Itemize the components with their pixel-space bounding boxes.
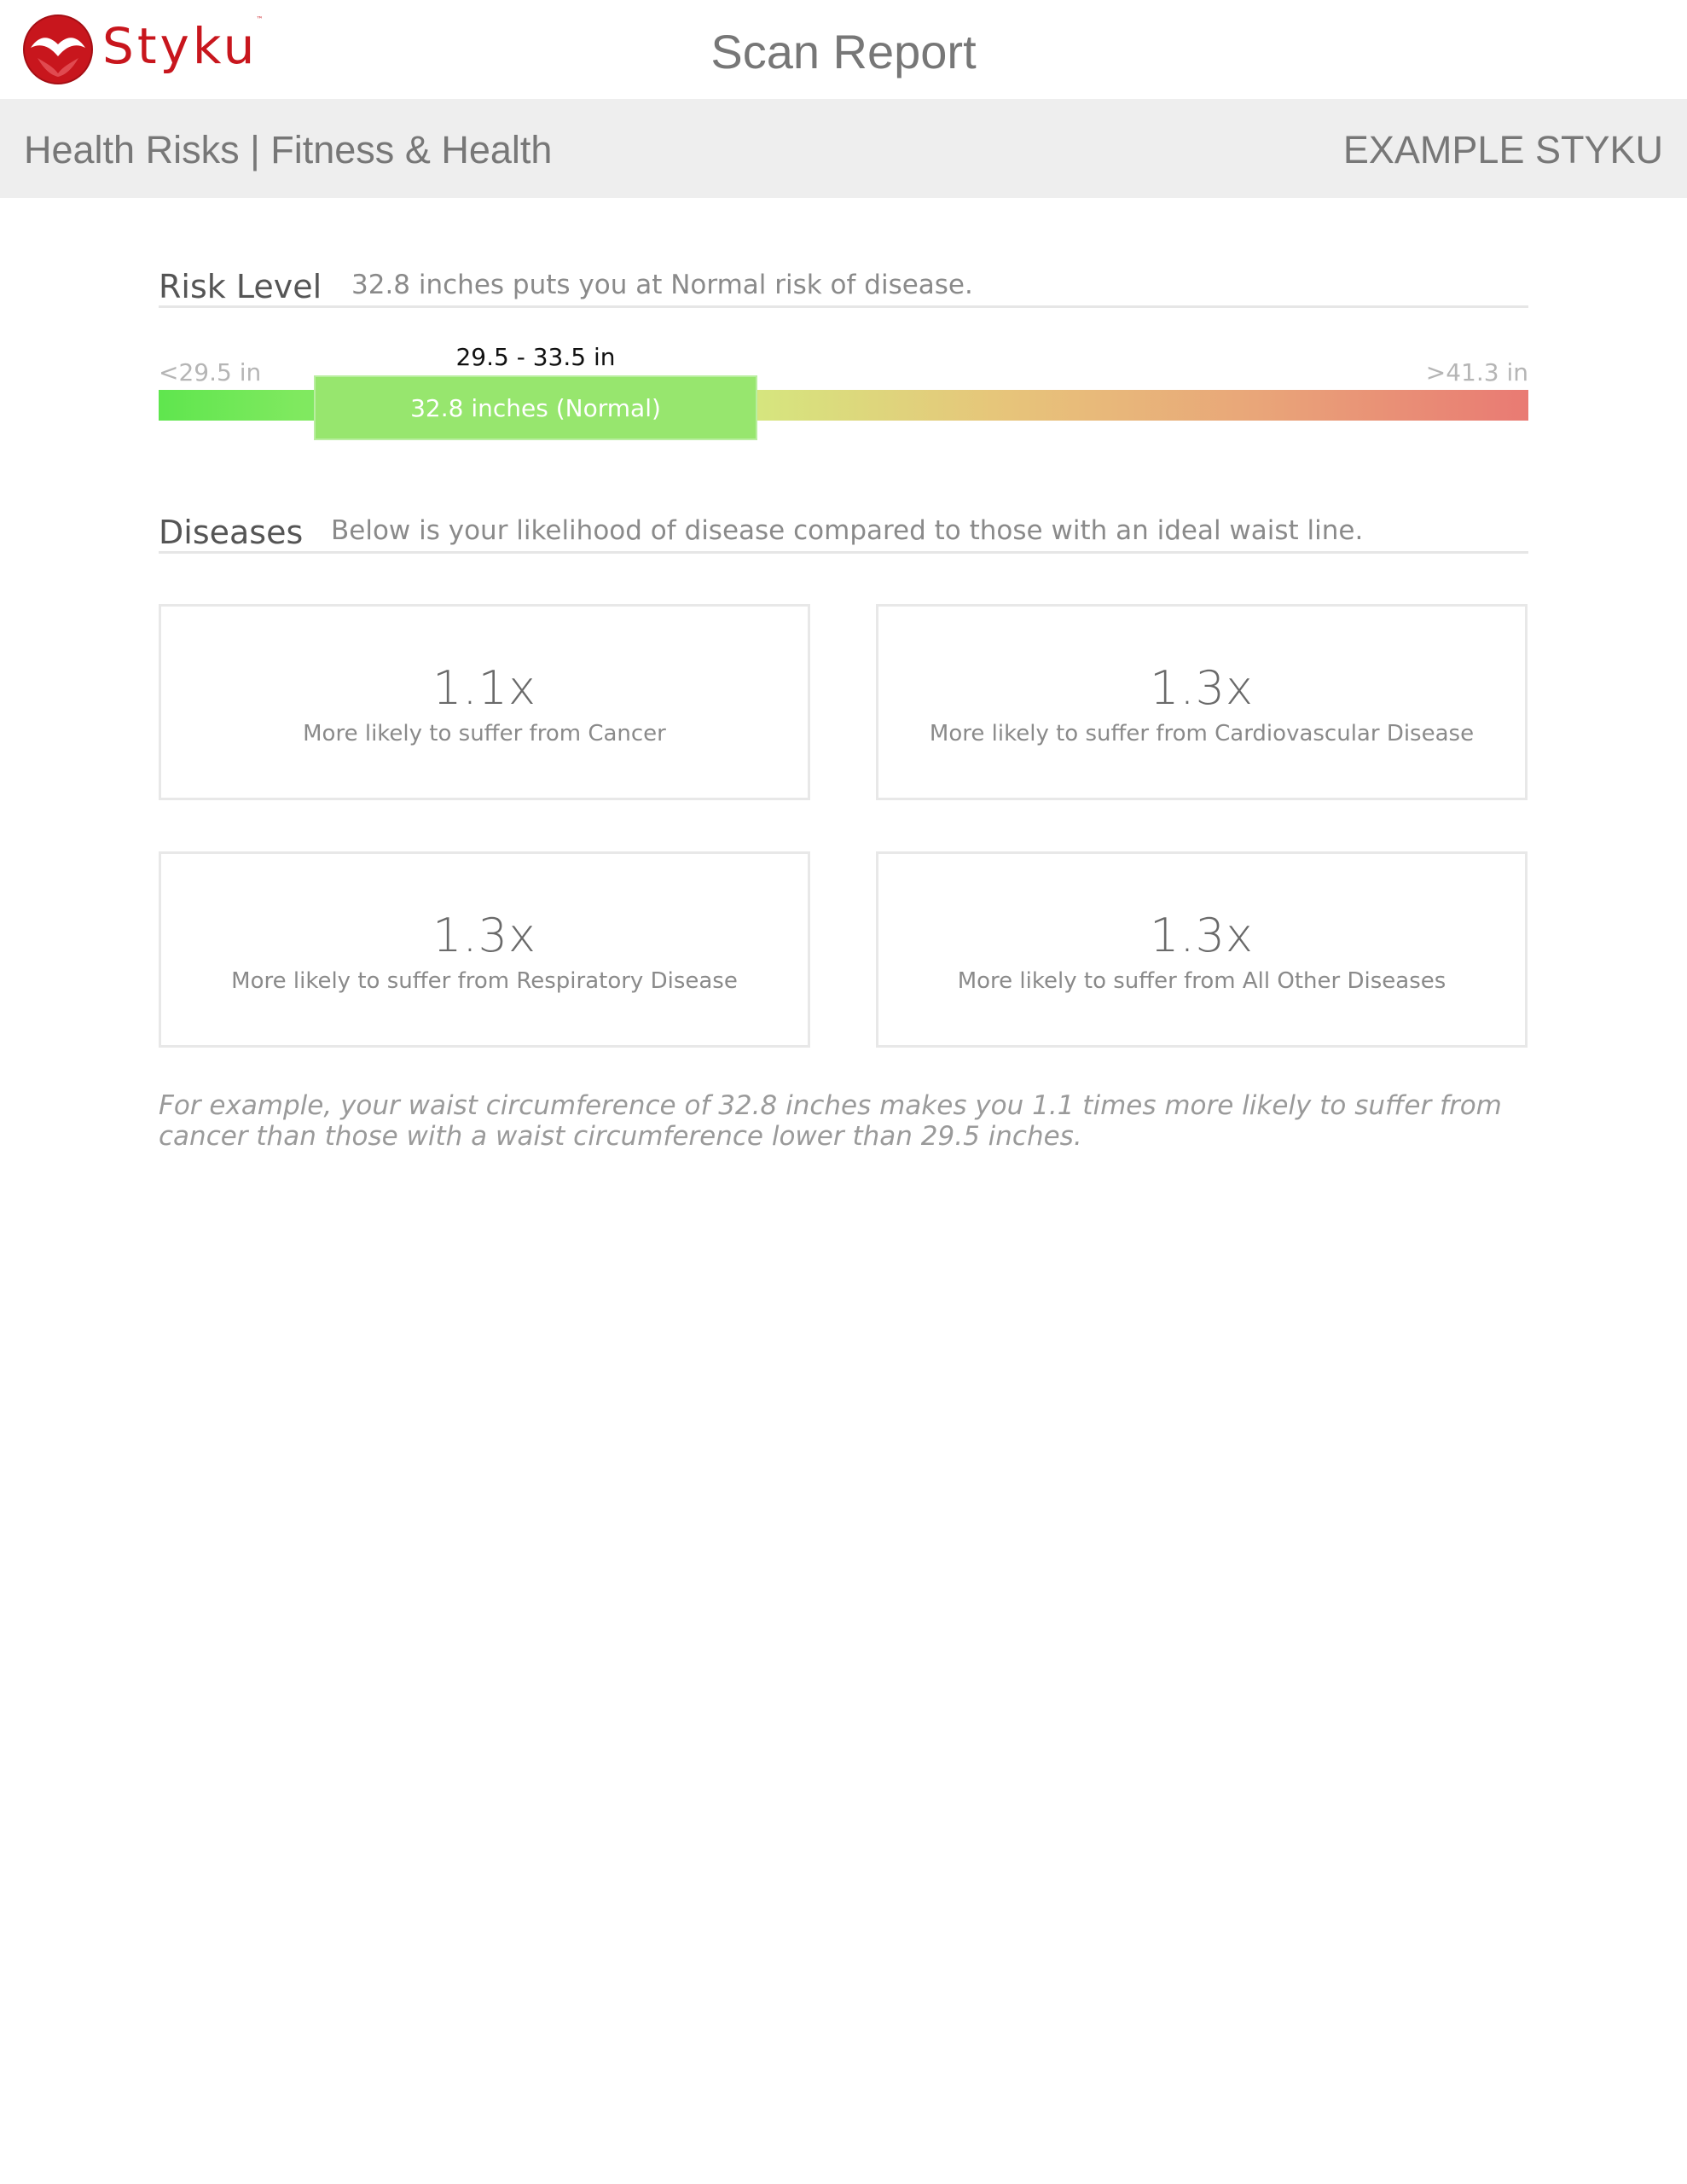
disease-card-cancer bbox=[159, 604, 810, 800]
user-name: EXAMPLE STYKU bbox=[1342, 128, 1663, 171]
diseases-footnote: For example, your waist circumference of 32.8 inches makes you 1.1 times more likely to suffer from cancer than those with a waist circumference lower than 29.5 inches. bbox=[159, 1090, 1502, 1152]
normal-range-label: 29.5 - 33.5 in bbox=[455, 343, 616, 371]
section-band bbox=[0, 99, 1687, 198]
disease-multiplier: 1.3x bbox=[432, 909, 536, 962]
disease-caption: More likely to suffer from All Other Diseases bbox=[957, 968, 1446, 994]
page-title: Scan Report bbox=[710, 25, 977, 78]
brand-text: Styku bbox=[102, 17, 258, 75]
disease-multiplier: 1.1x bbox=[432, 661, 536, 715]
disease-card-other bbox=[876, 851, 1528, 1048]
report-header bbox=[0, 0, 1687, 99]
disease-card-cardiovascular bbox=[876, 604, 1528, 800]
disease-caption: More likely to suffer from Cancer bbox=[303, 721, 666, 746]
diseases-description: Below is your likelihood of disease compared to those with an ideal waist line. bbox=[331, 515, 1364, 546]
risk-level-description: 32.8 inches puts you at Normal risk of disease. bbox=[351, 270, 973, 300]
diseases-header bbox=[159, 508, 1528, 554]
disease-multiplier: 1.3x bbox=[1150, 909, 1254, 962]
disease-caption: More likely to suffer from Respiratory Disease bbox=[231, 968, 738, 994]
section-title: Health Risks | Fitness & Health bbox=[24, 128, 553, 171]
disease-caption: More likely to suffer from Cardiovascular Disease bbox=[929, 721, 1475, 746]
trademark: ™ bbox=[256, 15, 264, 23]
diseases-label: Diseases bbox=[159, 514, 304, 551]
risk-marker bbox=[314, 375, 757, 440]
risk-level-label: Risk Level bbox=[159, 268, 322, 305]
risk-marker-label: 32.8 inches (Normal) bbox=[410, 393, 661, 422]
disease-card-respiratory bbox=[159, 851, 810, 1048]
scale-min-label: <29.5 in bbox=[159, 358, 262, 386]
risk-level-header bbox=[159, 263, 1528, 308]
scale-max-label: >41.3 in bbox=[1425, 358, 1528, 386]
disease-multiplier: 1.3x bbox=[1150, 661, 1254, 715]
